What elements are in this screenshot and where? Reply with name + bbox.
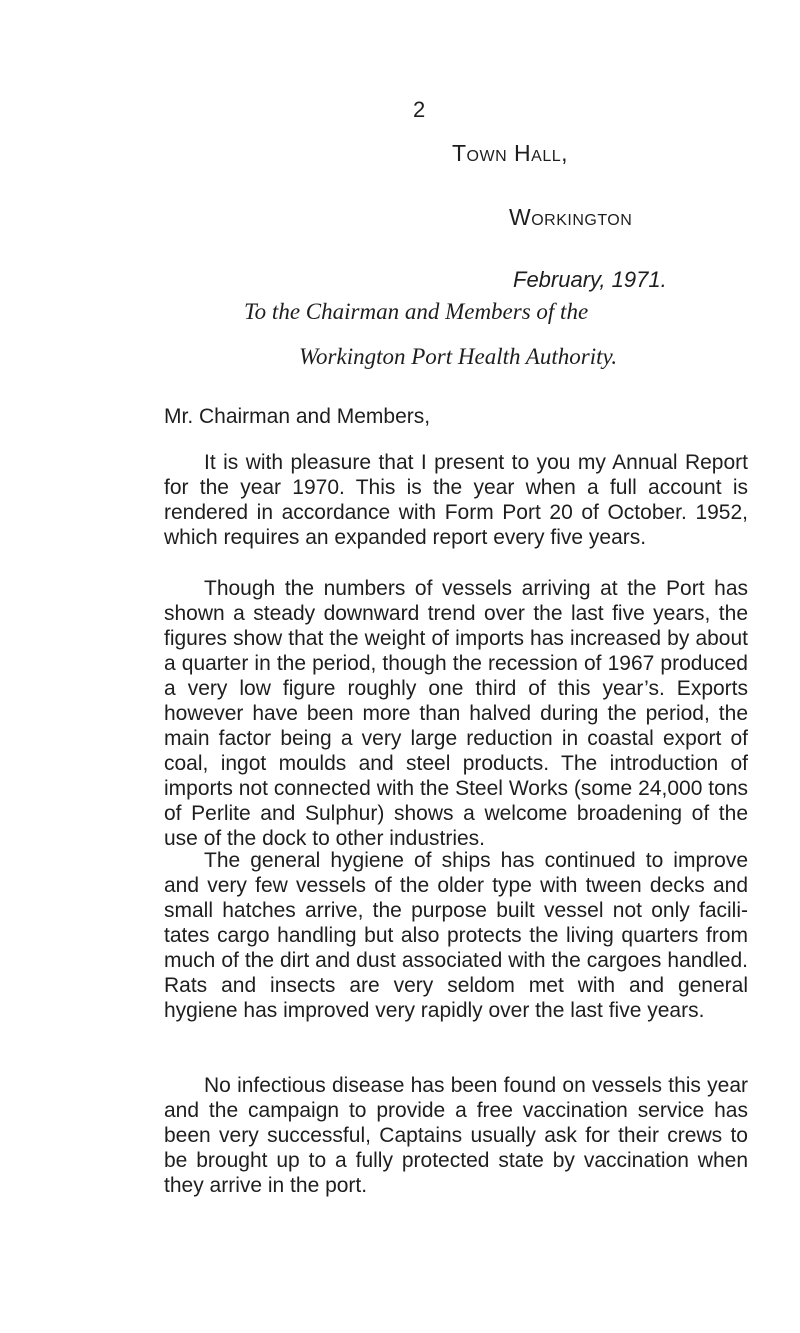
paragraph-vaccination: No infectious disease has been found on vessels this year and the campaign to provide a free vaccination service has been very successful, Captains usually ask for their crews to be brought up to a fully protected state by vaccination when they arrive in the port.	[164, 1074, 748, 1197]
paragraph-vessel-trends: Though the numbers of vessels arriving at the Port has shown a steady downward trend over the last five years, the figures show that the weight of imports has increased by about a quarter in the period, though the recession of 1967 produced a very low figure roughly one third of this year’s. Exports however have been more than halved during the period, the main factor being a very large reduction in coastal export of coal, ingot moulds and steel products. The introduction of imports not connected with the Steel Works (some 24,000 tons of Perlite and Sulphur) shows a welcome broadening of the use of the dock to other industries.	[164, 577, 748, 850]
addressee-line-1: To the Chairman and Members of the	[244, 299, 589, 324]
salutation: Mr. Chairman and Members,	[164, 405, 431, 428]
paragraph-annual-report: It is with pleasure that I present to you my Annual Report for the year 1970. This is the year when a full account is rendered in accordance with Form Port 20 of October. 1952, which requires an expanded report every five years.	[164, 451, 748, 549]
address-line-town-hall: Town Hall,	[452, 140, 569, 166]
letter-date: February, 1971.	[513, 267, 667, 292]
addressee-line-2: Workington Port Health Authority.	[299, 344, 618, 369]
address-line-workington: Workington	[509, 204, 633, 230]
page-number: 2	[413, 97, 426, 122]
paragraph-ship-hygiene: The general hygiene of ships has continued to improve and very few vessels of the older type with tween decks and small hatches arrive, the purpose built vessel not only facili- tates cargo handling but also protects the living quarters from much of the dirt and dust associated with the cargoes handled. Rats and insects are very seldom met with and general hygiene has improved very rapidly over the last five years.	[164, 849, 748, 1022]
